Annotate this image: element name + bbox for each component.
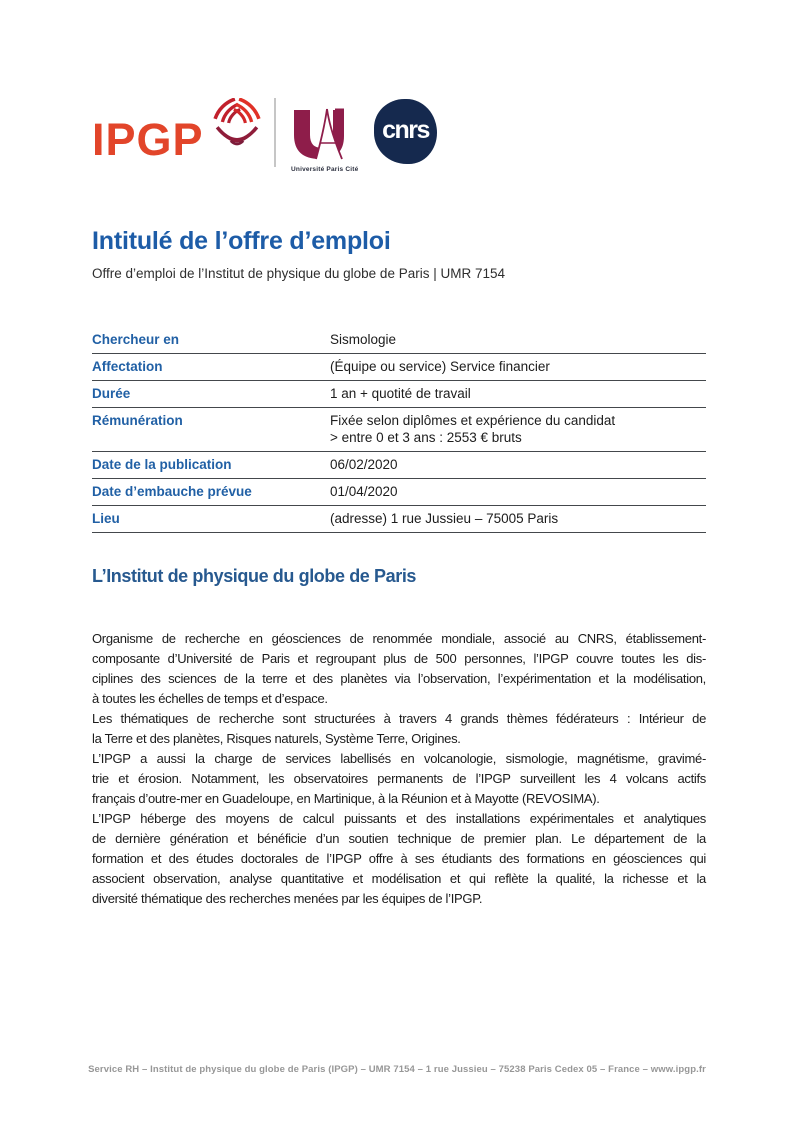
table-row — [92, 408, 706, 452]
paragraph-line: Organisme de recherche en géosciences de renommée mondiale, associé au CNRS, établissement- — [92, 631, 706, 646]
page-title: Intitulé de l’offre d’emploi — [92, 227, 391, 255]
paragraph — [92, 809, 706, 909]
row-value: 1 an + quotité de travail — [330, 386, 471, 401]
body-text — [92, 629, 706, 909]
paragraph-line: associent observation, analyse quantitative et modélisation et qui reflète la qualité, la richesse et la — [92, 871, 706, 886]
paragraph-line: L’IPGP a aussi la charge de services labellisés en volcanologie, sismologie, magnétisme, gravimé- — [92, 751, 706, 766]
paragraph — [92, 749, 706, 809]
paragraph-line: L’IPGP héberge des moyens de calcul puissants et des installations expérimentales et analytiques — [92, 811, 706, 826]
universite-paris-cite-logo — [291, 106, 359, 173]
section-heading: L’Institut de physique du globe de Paris — [92, 566, 417, 586]
row-value: 06/02/2020 — [330, 457, 398, 472]
logo-band — [92, 96, 452, 173]
row-label: Date d’embauche prévue — [92, 484, 252, 499]
row-label: Rémunération — [92, 413, 183, 428]
paragraph-line: trie et érosion. Notamment, les observatoires permanents de l’IPGP surveillent les 4 volcans actifs — [92, 771, 706, 786]
row-value: (adresse) 1 rue Jussieu – 75005 Paris — [330, 511, 559, 526]
table-row — [92, 506, 706, 533]
cnrs-logo — [374, 99, 437, 164]
ipgp-wordmark: IPGP — [92, 114, 204, 165]
paragraph — [92, 629, 706, 709]
paragraph-line: la Terre et des planètes, Risques naturels, Système Terre, Origines. — [92, 731, 461, 746]
row-value: 01/04/2020 — [330, 484, 398, 499]
cnrs-logo-text: cnrs — [382, 116, 429, 144]
table-row — [92, 381, 706, 408]
table-row — [92, 327, 706, 354]
logo-divider — [274, 98, 276, 167]
row-label: Durée — [92, 386, 131, 401]
ipgp-globe-icon — [213, 98, 261, 146]
paragraph-line: de dernière génération et bénéficie d’un soutien technique de premier plan. Le département de la — [92, 831, 706, 846]
universite-paris-cite-caption: Université Paris Cité — [291, 166, 359, 173]
paragraph — [92, 709, 706, 749]
table-row — [92, 452, 706, 479]
job-table — [92, 327, 706, 533]
page-subtitle: Offre d’emploi de l’Institut de physique du globe de Paris | UMR 7154 — [92, 266, 505, 281]
paragraph-line: diversité thématique des recherches menées par les équipes de l’IPGP. — [92, 891, 483, 906]
paragraph-line: Les thématiques de recherche sont structurées à travers 4 grands thèmes fédérateurs : Intérieur de — [92, 711, 706, 726]
paragraph-line: composante d’Université de Paris et regroupant plus de 500 personnes, l’IPGP couvre toutes les dis- — [92, 651, 706, 666]
table-row — [92, 479, 706, 506]
paragraph-line: formation et des études doctorales de l’IPGP offre à ses étudiants des formations en géosciences qui — [92, 851, 706, 866]
paragraph-line: à toutes les échelles de temps et d’espace. — [92, 691, 328, 706]
paragraph-line: ciplines des sciences de la terre et des planètes via l’observation, l’expérimentation et la modélisation, — [92, 671, 706, 686]
row-value: Sismologie — [330, 332, 397, 347]
footer-text: Service RH – Institut de physique du globe de Paris (IPGP) – UMR 7154 – 1 rue Jussieu – 75238 Paris Cedex 05 – France – www.ipgp.fr — [88, 1064, 706, 1075]
row-label: Chercheur en — [92, 332, 180, 347]
row-label: Lieu — [92, 511, 120, 526]
row-label: Affectation — [92, 359, 163, 374]
universite-paris-cite-icon — [291, 106, 347, 160]
row-value: (Équipe ou service) Service financier — [330, 359, 550, 374]
table-row — [92, 354, 706, 381]
paragraph-line: français d’outre-mer en Guadeloupe, en Martinique, à la Réunion et à Mayotte (REVOSIMA). — [92, 791, 600, 806]
row-label: Date de la publication — [92, 457, 232, 472]
row-value: Fixée selon diplômes et expérience du candidat > entre 0 et 3 ans : 2553 € bruts — [330, 413, 616, 445]
